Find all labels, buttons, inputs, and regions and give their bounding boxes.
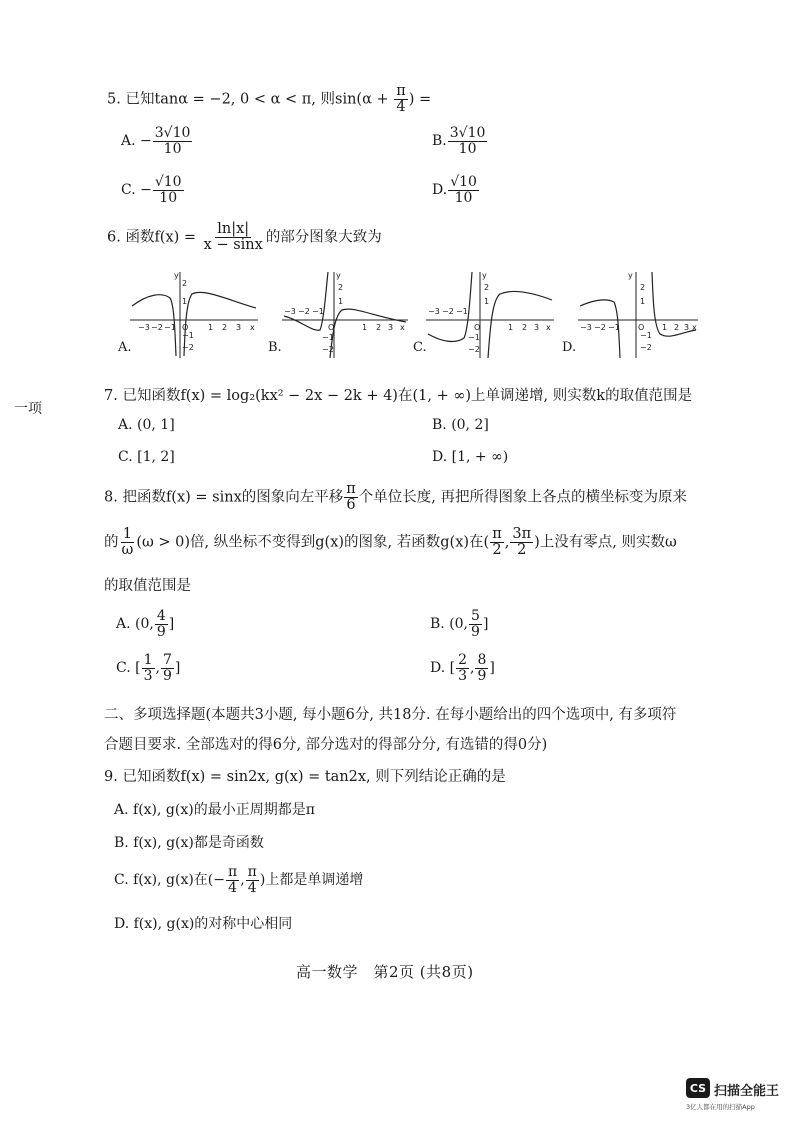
tick-label: O: [328, 323, 335, 332]
tick-label: −2: [322, 345, 334, 354]
q9-option-a: A. f(x), g(x)的最小正周期都是π: [114, 802, 315, 818]
q9-option-d: D. f(x), g(x)的对称中心相同: [114, 916, 293, 932]
tick-label: −2: [640, 343, 652, 352]
q6-stem: 6. 函数f(x) = $\frac{\ln|x|}{x - \sin x}$ 的部分图象大致为: [107, 221, 382, 254]
curve-right: [330, 309, 406, 358]
graph-b-label: B.: [268, 340, 282, 355]
tick-label: 1: [182, 297, 188, 306]
tick-label: −3: [580, 323, 592, 332]
tick-label: 1: [208, 323, 214, 332]
q8-option-b: B. (0, $\frac{5}{9}$ ]: [430, 608, 489, 640]
tick-label: 3: [236, 323, 242, 332]
tick-label: 2: [674, 323, 680, 332]
q9-option-b: B. f(x), g(x)都是奇函数: [114, 835, 264, 851]
tick-label: 1: [640, 297, 646, 306]
tick-label: O: [638, 323, 645, 332]
tick-label: 2: [640, 283, 646, 292]
q6-graph-b: [272, 270, 422, 364]
tick-label: −3: [428, 307, 440, 316]
y-axis-name: y: [482, 271, 487, 280]
section2-line1: 二、多项选择题(本题共3小题, 每小题6分, 共18分. 在每小题给出的四个选项中, 有多项符: [104, 707, 677, 723]
x-axis-name: x: [692, 323, 697, 332]
graph-d-label: D.: [562, 340, 577, 355]
cs-logo-icon: CS: [686, 1078, 710, 1098]
tick-label: O: [474, 323, 481, 332]
q5-option-d: D. $\frac{√10}{10}$: [432, 174, 477, 206]
tick-label: −1: [182, 331, 194, 340]
q7-option-a: A. (0, 1]: [118, 417, 175, 433]
q5-stem: 5. 已知tanα = −2, 0 < α < π, 则sin(α + $\frac{\pi}{4}$ ) =: [107, 83, 432, 116]
tick-label: −1: [608, 323, 620, 332]
q7-option-c: C. [1, 2]: [118, 449, 175, 465]
tick-label: 1: [484, 297, 490, 306]
tick-label: 2: [182, 279, 188, 288]
q5-fraction: $\frac{\pi}{4}$: [396, 83, 406, 116]
q7-option-d: D. [1, + ∞): [432, 449, 509, 465]
tick-label: −2: [298, 307, 310, 316]
tick-label: 1: [362, 323, 368, 332]
q9-stem: 9. 已知函数f(x) = sin2x, g(x) = tan2x, 则下列结论正确的是: [104, 769, 506, 785]
tick-label: −2: [468, 345, 480, 354]
tick-label: 2: [484, 283, 490, 292]
q9-option-c: C. f(x), g(x)在(− $\frac{\pi}{4}$ , $\frac{\pi}{4}$ )上都是单调递增: [114, 864, 364, 896]
graph-c-svg: [418, 270, 568, 360]
tick-label: 1: [662, 323, 668, 332]
margin-note: 一项: [14, 401, 42, 417]
watermark-name: 扫描全能王: [714, 1084, 780, 1099]
tick-label: −2: [182, 343, 194, 352]
tick-label: −3: [138, 323, 150, 332]
y-axis-name: y: [336, 271, 341, 280]
curve-right: [184, 292, 256, 356]
tick-label: −1: [164, 323, 176, 332]
tick-label: 1: [338, 297, 344, 306]
x-axis-name: x: [250, 323, 255, 332]
q5-option-a: A. − $\frac{3√10}{10}$: [121, 125, 191, 157]
y-axis-name: y: [628, 271, 633, 280]
tick-label: 2: [376, 323, 382, 332]
tick-label: 3: [388, 323, 394, 332]
q6-fraction: $\frac{\ln|x|}{x - \sin x}$: [203, 221, 263, 254]
graph-c-label: C.: [413, 340, 427, 355]
tick-label: 3: [534, 323, 540, 332]
tick-label: −3: [284, 307, 296, 316]
q7-stem: 7. 已知函数f(x) = log₂(kx² − 2x − 2k + 4)在(1, + ∞)上单调递增, 则实数k的取值范围是: [104, 388, 693, 404]
q8-option-d: D. [ $\frac{2}{3}$ , $\frac{8}{9}$ ]: [430, 652, 495, 684]
graph-d-svg: [574, 270, 724, 360]
tick-label: −2: [594, 323, 606, 332]
tick-label: 2: [338, 283, 344, 292]
q5-option-b: B. $\frac{3√10}{10}$: [432, 125, 486, 157]
q8-line2: 的 $\frac{1}{\omega}$ (ω > 0)倍, 纵坐标不变得到g(x)的图象, 若函数g(x)在( $\frac{\pi}{2}$ , $\frac{3\pi}{2}$ )上没有零点, 则实数ω: [104, 526, 677, 559]
tick-label: O: [182, 323, 189, 332]
q6-graph-a: [118, 270, 268, 364]
q6-graph-c: [418, 270, 568, 364]
watermark-sub: 3亿人都在用的扫描App: [686, 1103, 755, 1111]
tick-label: −1: [468, 333, 480, 342]
graph-a-label: A.: [118, 340, 132, 355]
q8-line3: 的取值范围是: [104, 578, 191, 594]
tick-label: 2: [222, 323, 228, 332]
tick-label: 3: [684, 323, 690, 332]
curve-left: [284, 272, 328, 330]
tick-label: −1: [312, 307, 324, 316]
q7-option-b: B. (0, 2]: [432, 417, 489, 433]
tick-label: 2: [522, 323, 528, 332]
tick-label: 1: [508, 323, 514, 332]
tick-label: −2: [442, 307, 454, 316]
y-axis-name: y: [174, 271, 179, 280]
section2-line2: 合题目要求. 全部选对的得6分, 部分选对的得部分分, 有选错的得0分): [104, 737, 548, 753]
graph-b-svg: [272, 270, 422, 360]
tick-label: −2: [151, 323, 163, 332]
curve-right: [488, 292, 552, 358]
q8-line1: 8. 把函数f(x) = sinx的图象向左平移 $\frac{\pi}{6}$ 个单位长度, 再把所得图象上各点的横坐标变为原来: [104, 481, 688, 514]
q6-graph-d: [574, 270, 724, 364]
tick-label: −1: [322, 333, 334, 342]
page-footer: 高一数学 第2页 (共8页): [296, 963, 474, 981]
graph-a-svg: [118, 270, 268, 360]
tick-label: −1: [640, 331, 652, 340]
q8-option-c: C. [ $\frac{1}{3}$ , $\frac{7}{9}$ ]: [116, 652, 181, 684]
x-axis-name: x: [400, 323, 405, 332]
tick-label: −1: [456, 307, 468, 316]
x-axis-name: x: [546, 323, 551, 332]
q8-option-a: A. (0, $\frac{4}{9}$ ]: [116, 608, 175, 640]
q5-option-c: C. − $\frac{√10}{10}$: [121, 174, 182, 206]
